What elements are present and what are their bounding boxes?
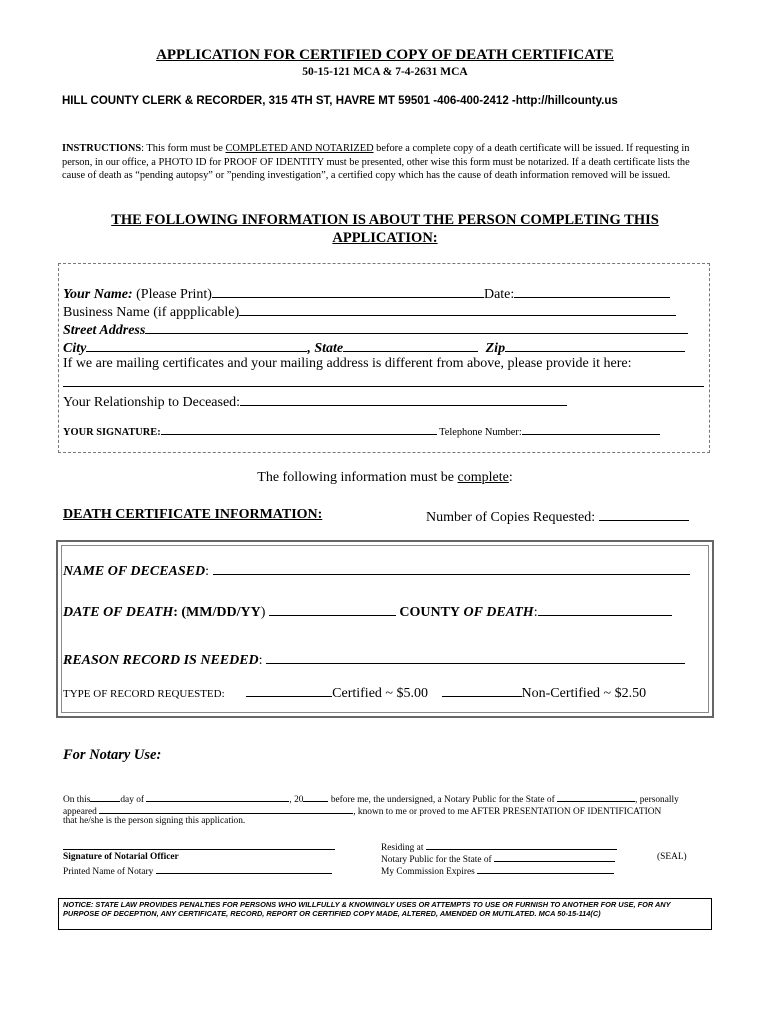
commission-row [381, 864, 614, 877]
copies-row [426, 507, 689, 526]
please-print-note: (Please Print) [136, 287, 212, 302]
business-name-field[interactable] [239, 302, 676, 316]
your-name-field[interactable] [212, 284, 484, 298]
notary-on-this: On this [63, 795, 91, 805]
statute-reference: 50-15-121 MCA & 7-4-2631 MCA [302, 66, 468, 78]
notarial-signature-field[interactable] [63, 849, 335, 850]
notary-heading: For Notary Use: [63, 747, 162, 763]
zip-label: Zip [485, 341, 506, 356]
residing-field[interactable] [426, 840, 617, 850]
copies-label: Number of Copies Requested: [426, 510, 596, 525]
notary-month-field[interactable] [146, 792, 289, 802]
signature-field[interactable] [161, 424, 437, 435]
notary-day-field[interactable] [90, 792, 120, 802]
record-type-label: TYPE OF RECORD REQUESTED: [63, 688, 225, 700]
name-of-deceased-colon: : [205, 564, 210, 579]
notary-appeared-field[interactable] [99, 804, 353, 814]
notary-public-state-field[interactable] [494, 852, 615, 862]
state-label: , State [307, 341, 344, 356]
signature-label: YOUR SIGNATURE: [63, 427, 161, 438]
name-of-deceased-field[interactable] [213, 561, 690, 575]
non-certified-field[interactable] [442, 683, 522, 697]
notary-before-me: before me, the undersigned, a Notary Public for the State of [330, 795, 555, 805]
reason-colon: : [258, 653, 263, 668]
printed-name-field[interactable] [156, 864, 332, 874]
notary-known-to-me: , known to me or proved to me AFTER PRESENTATION OF IDENTIFICATION [353, 807, 662, 817]
notarial-signature-label: Signature of Notarial Officer [63, 852, 179, 862]
street-address-field[interactable] [145, 320, 688, 334]
instructions-text-after: before a complete copy of a death certificate will be issued. If requesting in person, in our office, a PHOTO ID for PROOF OF IDENTITY must be presented, other wise this form must be notarized. If a death certificate lists the cause of death as “pending autopsy” or ”pending investigation”, a certified copy which has the cause of death information removed will be issued. [62, 143, 690, 182]
name-of-deceased-row [63, 561, 690, 580]
form-title: APPLICATION FOR CERTIFIED COPY OF DEATH CERTIFICATE [156, 47, 614, 63]
county-colon: : [533, 605, 538, 620]
notary-day-of: day of [120, 795, 145, 805]
certified-field[interactable] [246, 683, 332, 697]
commission-field[interactable] [477, 864, 614, 874]
notary-appeared: appeared [63, 807, 97, 817]
instructions-label: INSTRUCTIONS [62, 143, 142, 154]
state-field[interactable] [343, 338, 478, 352]
must-complete-text: The following information must be [257, 470, 458, 485]
mailing-note: If we are mailing certificates and your mailing address is different from above, please provide it here: [63, 356, 632, 371]
reason-row [63, 650, 685, 669]
reason-field[interactable] [266, 650, 685, 664]
printed-name-label: Printed Name of Notary [63, 867, 154, 877]
date-field[interactable] [514, 284, 670, 298]
your-name-label: Your Name: [63, 287, 133, 302]
residing-label: Residing at [381, 843, 424, 853]
person-section-heading: THE FOLLOWING INFORMATION IS ABOUT THE PERSON COMPLETING THIS APPLICATION: [111, 212, 659, 246]
notary-public-state-label: Notary Public for the State of [381, 855, 492, 865]
name-of-deceased-label: NAME OF DECEASED [63, 564, 206, 579]
notary-state-field[interactable] [557, 792, 635, 802]
must-complete-note [0, 470, 770, 486]
date-of-death-row [63, 602, 672, 621]
zip-field[interactable] [505, 338, 685, 352]
record-type-row [63, 683, 646, 702]
relationship-row [63, 392, 567, 411]
business-name-row [63, 302, 676, 321]
business-name-label: Business Name (if appplicable) [63, 305, 240, 320]
printed-name-row [63, 864, 332, 877]
instructions-underlined: COMPLETED AND NOTARIZED [225, 143, 374, 154]
date-format: (MM/DD/YY [181, 605, 261, 620]
city-label: City [63, 341, 87, 356]
street-address-row [63, 320, 688, 339]
notary-year-field[interactable] [303, 792, 328, 802]
relationship-field[interactable] [240, 392, 567, 406]
county-of-death-field[interactable] [538, 602, 672, 616]
legal-notice: NOTICE: STATE LAW PROVIDES PENALTIES FOR PERSONS WHO WILLFULLY & KNOWINGLY USES OR ATTEMPTS TO USE OR FURNISH TO ANOTHER FOR USE, FOR ANY PURPOSE OF DECEPTION, ANY CERTIFICATE, RECORD, REPORT OR CERTIFIED COPY MADE, ALTERED, AMENDED OR MUTILATED. MCA 50-15-114(C) [58, 898, 712, 930]
street-address-label: Street Address [63, 323, 146, 338]
date-format-close: ) [260, 605, 266, 620]
reason-label: REASON RECORD IS NEEDED [63, 653, 259, 668]
county-label: COUNTY [399, 605, 461, 620]
instructions-text-before: : This form must be [141, 143, 226, 154]
copies-field[interactable] [599, 507, 689, 521]
date-of-death-label: DATE OF DEATH [63, 605, 174, 620]
notary-personally: , personally [635, 795, 679, 805]
date-of-death-field[interactable] [269, 602, 396, 616]
instructions [62, 142, 710, 183]
must-complete-underlined: complete [457, 470, 509, 485]
death-certificate-heading: DEATH CERTIFICATE INFORMATION: [63, 507, 323, 522]
mailing-address-field[interactable] [63, 386, 704, 387]
commission-label: My Commission Expires [381, 867, 475, 877]
of-death-label: OF DEATH [463, 605, 534, 620]
date-of-death-colon: : [173, 605, 178, 620]
must-complete-suffix: : [508, 470, 513, 485]
notary-line-3: that he/she is the person signing this application. [63, 816, 246, 826]
certified-option: Certified ~ $5.00 [332, 686, 428, 701]
city-state-zip-row [63, 338, 685, 357]
non-certified-option: Non-Certified ~ $2.50 [521, 686, 647, 701]
telephone-field[interactable] [522, 424, 660, 435]
notary-year-prefix: , 20 [289, 795, 304, 805]
telephone-label: Telephone Number: [439, 427, 522, 438]
your-name-row [63, 284, 670, 303]
city-field[interactable] [86, 338, 307, 352]
seal-label: (SEAL) [657, 852, 687, 862]
date-label: Date: [483, 287, 515, 302]
relationship-label: Your Relationship to Deceased: [63, 395, 241, 410]
signature-row [63, 424, 660, 438]
office-address: HILL COUNTY CLERK & RECORDER, 315 4TH ST, HAVRE MT 59501 -406-400-2412 -http://hillcounty.us [62, 95, 618, 107]
